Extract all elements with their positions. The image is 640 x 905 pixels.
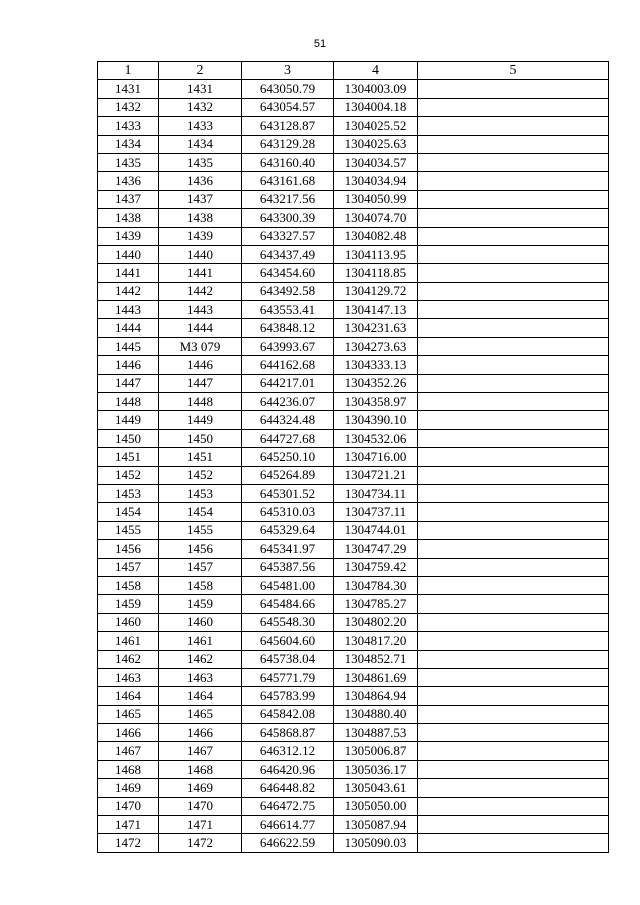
table-cell-col-1: 1470 xyxy=(98,797,159,815)
table-cell-col-5 xyxy=(418,650,609,668)
table-cell-col-3: 643217.56 xyxy=(242,190,334,208)
table-cell-col-5 xyxy=(418,797,609,815)
table-cell-col-2: 1468 xyxy=(159,760,242,778)
table-cell-col-4: 1305090.03 xyxy=(334,834,418,852)
table-row xyxy=(98,705,609,723)
table-row xyxy=(98,742,609,760)
table-cell-col-1: 1444 xyxy=(98,319,159,337)
table-cell-col-1: 1458 xyxy=(98,576,159,594)
table-row xyxy=(98,172,609,190)
table-cell-col-4: 1304352.26 xyxy=(334,374,418,392)
table-row xyxy=(98,613,609,631)
table-row xyxy=(98,98,609,116)
table-cell-col-3: 644217.01 xyxy=(242,374,334,392)
table-cell-col-2: 1471 xyxy=(159,816,242,834)
table-cell-col-4: 1304082.48 xyxy=(334,227,418,245)
table-cell-col-1: 1453 xyxy=(98,484,159,502)
table-cell-col-3: 646312.12 xyxy=(242,742,334,760)
table-row xyxy=(98,558,609,576)
table-cell-col-1: 1452 xyxy=(98,466,159,484)
table-cell-col-3: 643993.67 xyxy=(242,337,334,355)
table-cell-col-3: 645387.56 xyxy=(242,558,334,576)
table-cell-col-4: 1304817.20 xyxy=(334,632,418,650)
table-row xyxy=(98,264,609,282)
table-cell-col-4: 1304737.11 xyxy=(334,503,418,521)
table-cell-col-1: 1441 xyxy=(98,264,159,282)
table-cell-col-3: 645548.30 xyxy=(242,613,334,631)
table-cell-col-4: 1304231.63 xyxy=(334,319,418,337)
table-cell-col-4: 1304129.72 xyxy=(334,282,418,300)
table-row xyxy=(98,779,609,797)
table-cell-col-5 xyxy=(418,429,609,447)
table-cell-col-3: 645842.08 xyxy=(242,705,334,723)
table-cell-col-4: 1304390.10 xyxy=(334,411,418,429)
table-cell-col-3: 645481.00 xyxy=(242,576,334,594)
table-cell-col-4: 1304759.42 xyxy=(334,558,418,576)
table-cell-col-3: 643161.68 xyxy=(242,172,334,190)
table-cell-col-1: 1464 xyxy=(98,687,159,705)
table-cell-col-5 xyxy=(418,411,609,429)
coordinates-table xyxy=(97,61,609,853)
table-cell-col-3: 645738.04 xyxy=(242,650,334,668)
table-cell-col-1: 1446 xyxy=(98,356,159,374)
column-header-1: 1 xyxy=(98,62,159,80)
table-cell-col-4: 1304004.18 xyxy=(334,98,418,116)
table-cell-col-1: 1469 xyxy=(98,779,159,797)
table-row xyxy=(98,576,609,594)
table-row xyxy=(98,687,609,705)
column-header-2: 2 xyxy=(159,62,242,80)
table-cell-col-4: 1304025.63 xyxy=(334,135,418,153)
table-row xyxy=(98,632,609,650)
table-cell-col-4: 1305006.87 xyxy=(334,742,418,760)
table-cell-col-1: 1465 xyxy=(98,705,159,723)
table-cell-col-3: 643553.41 xyxy=(242,301,334,319)
table-cell-col-1: 1463 xyxy=(98,668,159,686)
table-row xyxy=(98,429,609,447)
table-cell-col-4: 1305087.94 xyxy=(334,816,418,834)
table-cell-col-4: 1305036.17 xyxy=(334,760,418,778)
table-cell-col-2: 1431 xyxy=(159,80,242,98)
table-cell-col-3: 645329.64 xyxy=(242,521,334,539)
table-body xyxy=(98,80,609,852)
table-cell-col-1: 1443 xyxy=(98,301,159,319)
table-cell-col-3: 643129.28 xyxy=(242,135,334,153)
table-row xyxy=(98,540,609,558)
header-row xyxy=(98,62,609,80)
table-cell-col-3: 643848.12 xyxy=(242,319,334,337)
table-cell-col-5 xyxy=(418,337,609,355)
table-cell-col-2: 1433 xyxy=(159,117,242,135)
table-cell-col-1: 1437 xyxy=(98,190,159,208)
table-cell-col-5 xyxy=(418,172,609,190)
table-cell-col-1: 1457 xyxy=(98,558,159,576)
table-cell-col-3: 644324.48 xyxy=(242,411,334,429)
table-cell-col-5 xyxy=(418,301,609,319)
table-cell-col-5 xyxy=(418,503,609,521)
table-cell-col-1: 1462 xyxy=(98,650,159,668)
table-cell-col-4: 1304880.40 xyxy=(334,705,418,723)
table-cell-col-1: 1466 xyxy=(98,724,159,742)
table-cell-col-2: 1467 xyxy=(159,742,242,760)
table-cell-col-3: 645484.66 xyxy=(242,595,334,613)
table-cell-col-5 xyxy=(418,834,609,852)
table-cell-col-5 xyxy=(418,613,609,631)
table-cell-col-2: 1453 xyxy=(159,484,242,502)
table-cell-col-1: 1467 xyxy=(98,742,159,760)
table-cell-col-2: 1462 xyxy=(159,650,242,668)
table-row xyxy=(98,595,609,613)
page-number: 51 xyxy=(313,38,327,50)
table-cell-col-3: 645341.97 xyxy=(242,540,334,558)
table-cell-col-5 xyxy=(418,98,609,116)
table-cell-col-1: 1461 xyxy=(98,632,159,650)
table-cell-col-2: 1440 xyxy=(159,245,242,263)
table-cell-col-5 xyxy=(418,595,609,613)
table-cell-col-2: 1451 xyxy=(159,448,242,466)
table-row xyxy=(98,466,609,484)
table-cell-col-4: 1304864.94 xyxy=(334,687,418,705)
table-row xyxy=(98,209,609,227)
table-cell-col-5 xyxy=(418,319,609,337)
table-cell-col-2: 1444 xyxy=(159,319,242,337)
table-cell-col-1: 1438 xyxy=(98,209,159,227)
table-row xyxy=(98,153,609,171)
column-header-5: 5 xyxy=(418,62,609,80)
table-cell-col-2: 1456 xyxy=(159,540,242,558)
table-cell-col-4: 1304716.00 xyxy=(334,448,418,466)
table-cell-col-5 xyxy=(418,190,609,208)
table-cell-col-2: 1448 xyxy=(159,393,242,411)
table-cell-col-2: 1439 xyxy=(159,227,242,245)
table-cell-col-2: 1432 xyxy=(159,98,242,116)
table-cell-col-1: 1439 xyxy=(98,227,159,245)
table-cell-col-3: 645250.10 xyxy=(242,448,334,466)
table-cell-col-4: 1304074.70 xyxy=(334,209,418,227)
table-cell-col-1: 1447 xyxy=(98,374,159,392)
table-cell-col-5 xyxy=(418,779,609,797)
table-row xyxy=(98,393,609,411)
table-cell-col-3: 644236.07 xyxy=(242,393,334,411)
table-cell-col-2: 1442 xyxy=(159,282,242,300)
table-cell-col-1: 1454 xyxy=(98,503,159,521)
table-cell-col-2: 1447 xyxy=(159,374,242,392)
table-cell-col-3: 643437.49 xyxy=(242,245,334,263)
table-row xyxy=(98,135,609,153)
table-cell-col-5 xyxy=(418,117,609,135)
table-cell-col-2: 1437 xyxy=(159,190,242,208)
table-cell-col-3: 646614.77 xyxy=(242,816,334,834)
table-row xyxy=(98,282,609,300)
table-cell-col-1: 1455 xyxy=(98,521,159,539)
table-cell-col-1: 1434 xyxy=(98,135,159,153)
table-cell-col-4: 1304721.21 xyxy=(334,466,418,484)
table-cell-col-3: 645310.03 xyxy=(242,503,334,521)
table-cell-col-2: 1443 xyxy=(159,301,242,319)
table-cell-col-2: 1435 xyxy=(159,153,242,171)
table-cell-col-5 xyxy=(418,282,609,300)
table-cell-col-3: 645783.99 xyxy=(242,687,334,705)
table-cell-col-5 xyxy=(418,521,609,539)
table-cell-col-5 xyxy=(418,466,609,484)
table-cell-col-2: 1461 xyxy=(159,632,242,650)
table-cell-col-1: 1440 xyxy=(98,245,159,263)
table-row xyxy=(98,724,609,742)
table-row xyxy=(98,337,609,355)
table-cell-col-4: 1304861.69 xyxy=(334,668,418,686)
table-cell-col-4: 1304034.57 xyxy=(334,153,418,171)
table-row xyxy=(98,117,609,135)
table-cell-col-5 xyxy=(418,80,609,98)
table-cell-col-3: 643454.60 xyxy=(242,264,334,282)
table-row xyxy=(98,356,609,374)
table-cell-col-3: 644162.68 xyxy=(242,356,334,374)
table-row xyxy=(98,245,609,263)
table-cell-col-4: 1304734.11 xyxy=(334,484,418,502)
table-row xyxy=(98,816,609,834)
table-cell-col-3: 643050.79 xyxy=(242,80,334,98)
table-cell-col-3: 646448.82 xyxy=(242,779,334,797)
table-cell-col-2: 1438 xyxy=(159,209,242,227)
table-cell-col-5 xyxy=(418,742,609,760)
table-cell-col-5 xyxy=(418,816,609,834)
table-cell-col-5 xyxy=(418,558,609,576)
table-cell-col-4: 1304118.85 xyxy=(334,264,418,282)
table-cell-col-4: 1305043.61 xyxy=(334,779,418,797)
table-cell-col-3: 645301.52 xyxy=(242,484,334,502)
table-cell-col-2: 1441 xyxy=(159,264,242,282)
table-cell-col-5 xyxy=(418,393,609,411)
table-cell-col-1: 1459 xyxy=(98,595,159,613)
table-cell-col-1: 1449 xyxy=(98,411,159,429)
table-cell-col-5 xyxy=(418,264,609,282)
table-cell-col-4: 1304887.53 xyxy=(334,724,418,742)
table-cell-col-2: 1466 xyxy=(159,724,242,742)
table-cell-col-3: 643492.58 xyxy=(242,282,334,300)
table-cell-col-5 xyxy=(418,705,609,723)
table-cell-col-1: 1436 xyxy=(98,172,159,190)
table-cell-col-5 xyxy=(418,484,609,502)
table-cell-col-3: 643128.87 xyxy=(242,117,334,135)
table-cell-col-2: 1454 xyxy=(159,503,242,521)
table-cell-col-2: 1452 xyxy=(159,466,242,484)
table-cell-col-1: 1472 xyxy=(98,834,159,852)
table-cell-col-1: 1460 xyxy=(98,613,159,631)
table-cell-col-2: 1470 xyxy=(159,797,242,815)
table-cell-col-3: 643327.57 xyxy=(242,227,334,245)
table-cell-col-2: 1469 xyxy=(159,779,242,797)
table-cell-col-2: 1460 xyxy=(159,613,242,631)
table-cell-col-3: 643300.39 xyxy=(242,209,334,227)
table-cell-col-2: 1455 xyxy=(159,521,242,539)
table-cell-col-4: 1304358.97 xyxy=(334,393,418,411)
table-row xyxy=(98,374,609,392)
table-cell-col-1: 1451 xyxy=(98,448,159,466)
table-cell-col-2: 1458 xyxy=(159,576,242,594)
table-cell-col-2: 1457 xyxy=(159,558,242,576)
table-cell-col-2: 1465 xyxy=(159,705,242,723)
table-cell-col-1: 1445 xyxy=(98,337,159,355)
table-row xyxy=(98,521,609,539)
table-cell-col-5 xyxy=(418,245,609,263)
table-cell-col-1: 1468 xyxy=(98,760,159,778)
table-cell-col-5 xyxy=(418,356,609,374)
table-row xyxy=(98,834,609,852)
table-cell-col-1: 1448 xyxy=(98,393,159,411)
table-cell-col-2: 1449 xyxy=(159,411,242,429)
table-cell-col-5 xyxy=(418,576,609,594)
table-header xyxy=(98,62,609,80)
table-cell-col-5 xyxy=(418,448,609,466)
table-cell-col-3: 645264.89 xyxy=(242,466,334,484)
table-cell-col-4: 1304747.29 xyxy=(334,540,418,558)
table-cell-col-3: 645604.60 xyxy=(242,632,334,650)
table-cell-col-2: 1446 xyxy=(159,356,242,374)
table-cell-col-4: 1304273.63 xyxy=(334,337,418,355)
table-row xyxy=(98,760,609,778)
table-row xyxy=(98,80,609,98)
table-cell-col-4: 1304333.13 xyxy=(334,356,418,374)
table-cell-col-4: 1304025.52 xyxy=(334,117,418,135)
column-header-3: 3 xyxy=(242,62,334,80)
table-cell-col-3: 646472.75 xyxy=(242,797,334,815)
table-row xyxy=(98,448,609,466)
table-cell-col-5 xyxy=(418,687,609,705)
table-cell-col-3: 643054.57 xyxy=(242,98,334,116)
table-row xyxy=(98,484,609,502)
table-row xyxy=(98,797,609,815)
table-cell-col-4: 1304050.99 xyxy=(334,190,418,208)
table-cell-col-3: 643160.40 xyxy=(242,153,334,171)
table-cell-col-1: 1471 xyxy=(98,816,159,834)
table-row xyxy=(98,503,609,521)
table-cell-col-1: 1431 xyxy=(98,80,159,98)
table-cell-col-2: 1436 xyxy=(159,172,242,190)
table-cell-col-2: 1472 xyxy=(159,834,242,852)
table-cell-col-4: 1305050.00 xyxy=(334,797,418,815)
column-header-4: 4 xyxy=(334,62,418,80)
table-cell-col-2: 1464 xyxy=(159,687,242,705)
table-cell-col-3: 646420.96 xyxy=(242,760,334,778)
table-cell-col-5 xyxy=(418,135,609,153)
table-cell-col-5 xyxy=(418,374,609,392)
table-row xyxy=(98,190,609,208)
table-cell-col-5 xyxy=(418,540,609,558)
table-cell-col-2: 1459 xyxy=(159,595,242,613)
table-cell-col-3: 644727.68 xyxy=(242,429,334,447)
table-cell-col-2: 1463 xyxy=(159,668,242,686)
table-cell-col-1: 1450 xyxy=(98,429,159,447)
table-row xyxy=(98,227,609,245)
table-cell-col-3: 645771.79 xyxy=(242,668,334,686)
table-cell-col-5 xyxy=(418,668,609,686)
table-cell-col-1: 1456 xyxy=(98,540,159,558)
table-cell-col-1: 1432 xyxy=(98,98,159,116)
table-cell-col-4: 1304852.71 xyxy=(334,650,418,668)
table-row xyxy=(98,668,609,686)
table-cell-col-4: 1304113.95 xyxy=(334,245,418,263)
table-cell-col-4: 1304744.01 xyxy=(334,521,418,539)
table-cell-col-2: 1450 xyxy=(159,429,242,447)
table-cell-col-1: 1442 xyxy=(98,282,159,300)
table-cell-col-4: 1304802.20 xyxy=(334,613,418,631)
table-row xyxy=(98,301,609,319)
table-cell-col-4: 1304147.13 xyxy=(334,301,418,319)
table-cell-col-4: 1304785.27 xyxy=(334,595,418,613)
table-cell-col-1: 1435 xyxy=(98,153,159,171)
table-cell-col-4: 1304003.09 xyxy=(334,80,418,98)
table-row xyxy=(98,411,609,429)
table-cell-col-4: 1304532.06 xyxy=(334,429,418,447)
table-cell-col-5 xyxy=(418,227,609,245)
table-cell-col-5 xyxy=(418,760,609,778)
table-cell-col-2: 1434 xyxy=(159,135,242,153)
table-cell-col-5 xyxy=(418,632,609,650)
table-cell-col-4: 1304034.94 xyxy=(334,172,418,190)
table-cell-col-5 xyxy=(418,724,609,742)
table-cell-col-5 xyxy=(418,209,609,227)
table-cell-col-3: 646622.59 xyxy=(242,834,334,852)
table-cell-col-1: 1433 xyxy=(98,117,159,135)
table-cell-col-3: 645868.87 xyxy=(242,724,334,742)
table-row xyxy=(98,319,609,337)
table-row xyxy=(98,650,609,668)
table-cell-col-2: МЗ 079 xyxy=(159,337,242,355)
table-cell-col-4: 1304784.30 xyxy=(334,576,418,594)
table-cell-col-5 xyxy=(418,153,609,171)
